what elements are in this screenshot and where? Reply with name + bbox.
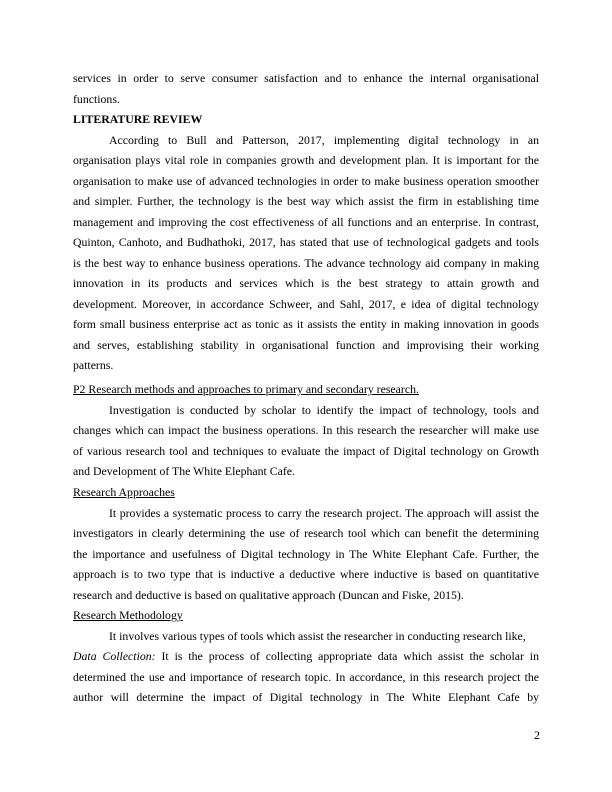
text-line: investigators in clearly determining the use of research tool which can benefit the determining: [73, 526, 539, 540]
text-line: It is the process of collecting appropriate data which assist the scholar in: [155, 649, 539, 663]
research-approaches-heading: Research Approaches: [73, 485, 175, 499]
research-approaches-section: [73, 482, 539, 605]
text-line: innovation in its products and services which is the best strategy to attain growth and: [73, 276, 539, 290]
text-line: management and improving the cost effectiveness of all functions and an enterprise. In contrast,: [73, 214, 539, 229]
text-line: organisation plays vital role in companies growth and development plan. It is important for the: [73, 153, 539, 167]
text-line: changes which can impact the business operations. In this research the researcher will make use: [73, 423, 539, 437]
p2-heading: P2 Research methods and approaches to primary and secondary research.: [73, 382, 419, 396]
text-line: organisation to make use of advanced technologies in order to make business operation smoother: [73, 173, 539, 188]
text-line: functions.: [73, 91, 120, 106]
text-line: research and deductive is based on qualitative approach (Duncan and Fiske, 2015).: [73, 587, 464, 602]
research-methodology-heading: Research Methodology: [73, 608, 183, 622]
text-line: development. Moreover, in accordance Schweer, and Sahl, 2017, e idea of digital technology: [73, 296, 539, 311]
data-collection-label: Data Collection:: [73, 649, 156, 663]
text-line: It provides a systematic process to carry the research project. The approach will assist the: [109, 505, 539, 520]
text-line: of various research tool and techniques to evaluate the impact of Digital technology on Growth: [73, 443, 539, 458]
text-line: and serves, establishing stability in organisational function and improvising their working: [73, 337, 539, 352]
intro-paragraph: [73, 68, 539, 109]
text-line: Investigation is conducted by scholar to identify the impact of technology, tools and: [109, 402, 539, 417]
text-line: and simpler. Further, the technology is the best way which assist the firm in establishing time: [73, 194, 539, 208]
literature-review-heading: LITERATURE REVIEW: [73, 112, 203, 126]
text-line: approach is to two type that is inductive a deductive where inductive is based on quantitative: [73, 567, 539, 581]
p2-section: [73, 379, 539, 482]
text-line: According to Bull and Patterson, 2017, implementing digital technology in an: [109, 132, 539, 147]
text-line: and Development of The White Elephant Cafe.: [73, 464, 295, 478]
text-line: is the best way to enhance business operations. The advance technology aid company in making: [73, 255, 539, 270]
research-methodology-section: [73, 605, 539, 708]
text-line: form small business enterprise act as tonic as it assists the entity in making innovation in goods: [73, 317, 539, 331]
literature-review-section: [73, 109, 539, 376]
text-line: Quinton, Canhoto, and Budhathoki, 2017, has stated that use of technological gadgets and tools: [73, 235, 539, 249]
text-line: determined the use and importance of research topic. In accordance, in this research project the: [73, 669, 539, 684]
text-line: patterns.: [73, 358, 114, 372]
text-line: author will determine the impact of Digital technology in The White Elephant Cafe by: [73, 690, 539, 704]
text-line: services in order to serve consumer satisfaction and to enhance the internal organisational: [73, 71, 539, 85]
page-number: 2: [534, 728, 540, 742]
data-collection-line: [73, 646, 539, 667]
text-line: It involves various types of tools which assist the researcher in conducting research like,: [109, 628, 526, 643]
text-line: the importance and usefulness of Digital technology in The White Elephant Cafe. Further, the: [73, 546, 539, 561]
